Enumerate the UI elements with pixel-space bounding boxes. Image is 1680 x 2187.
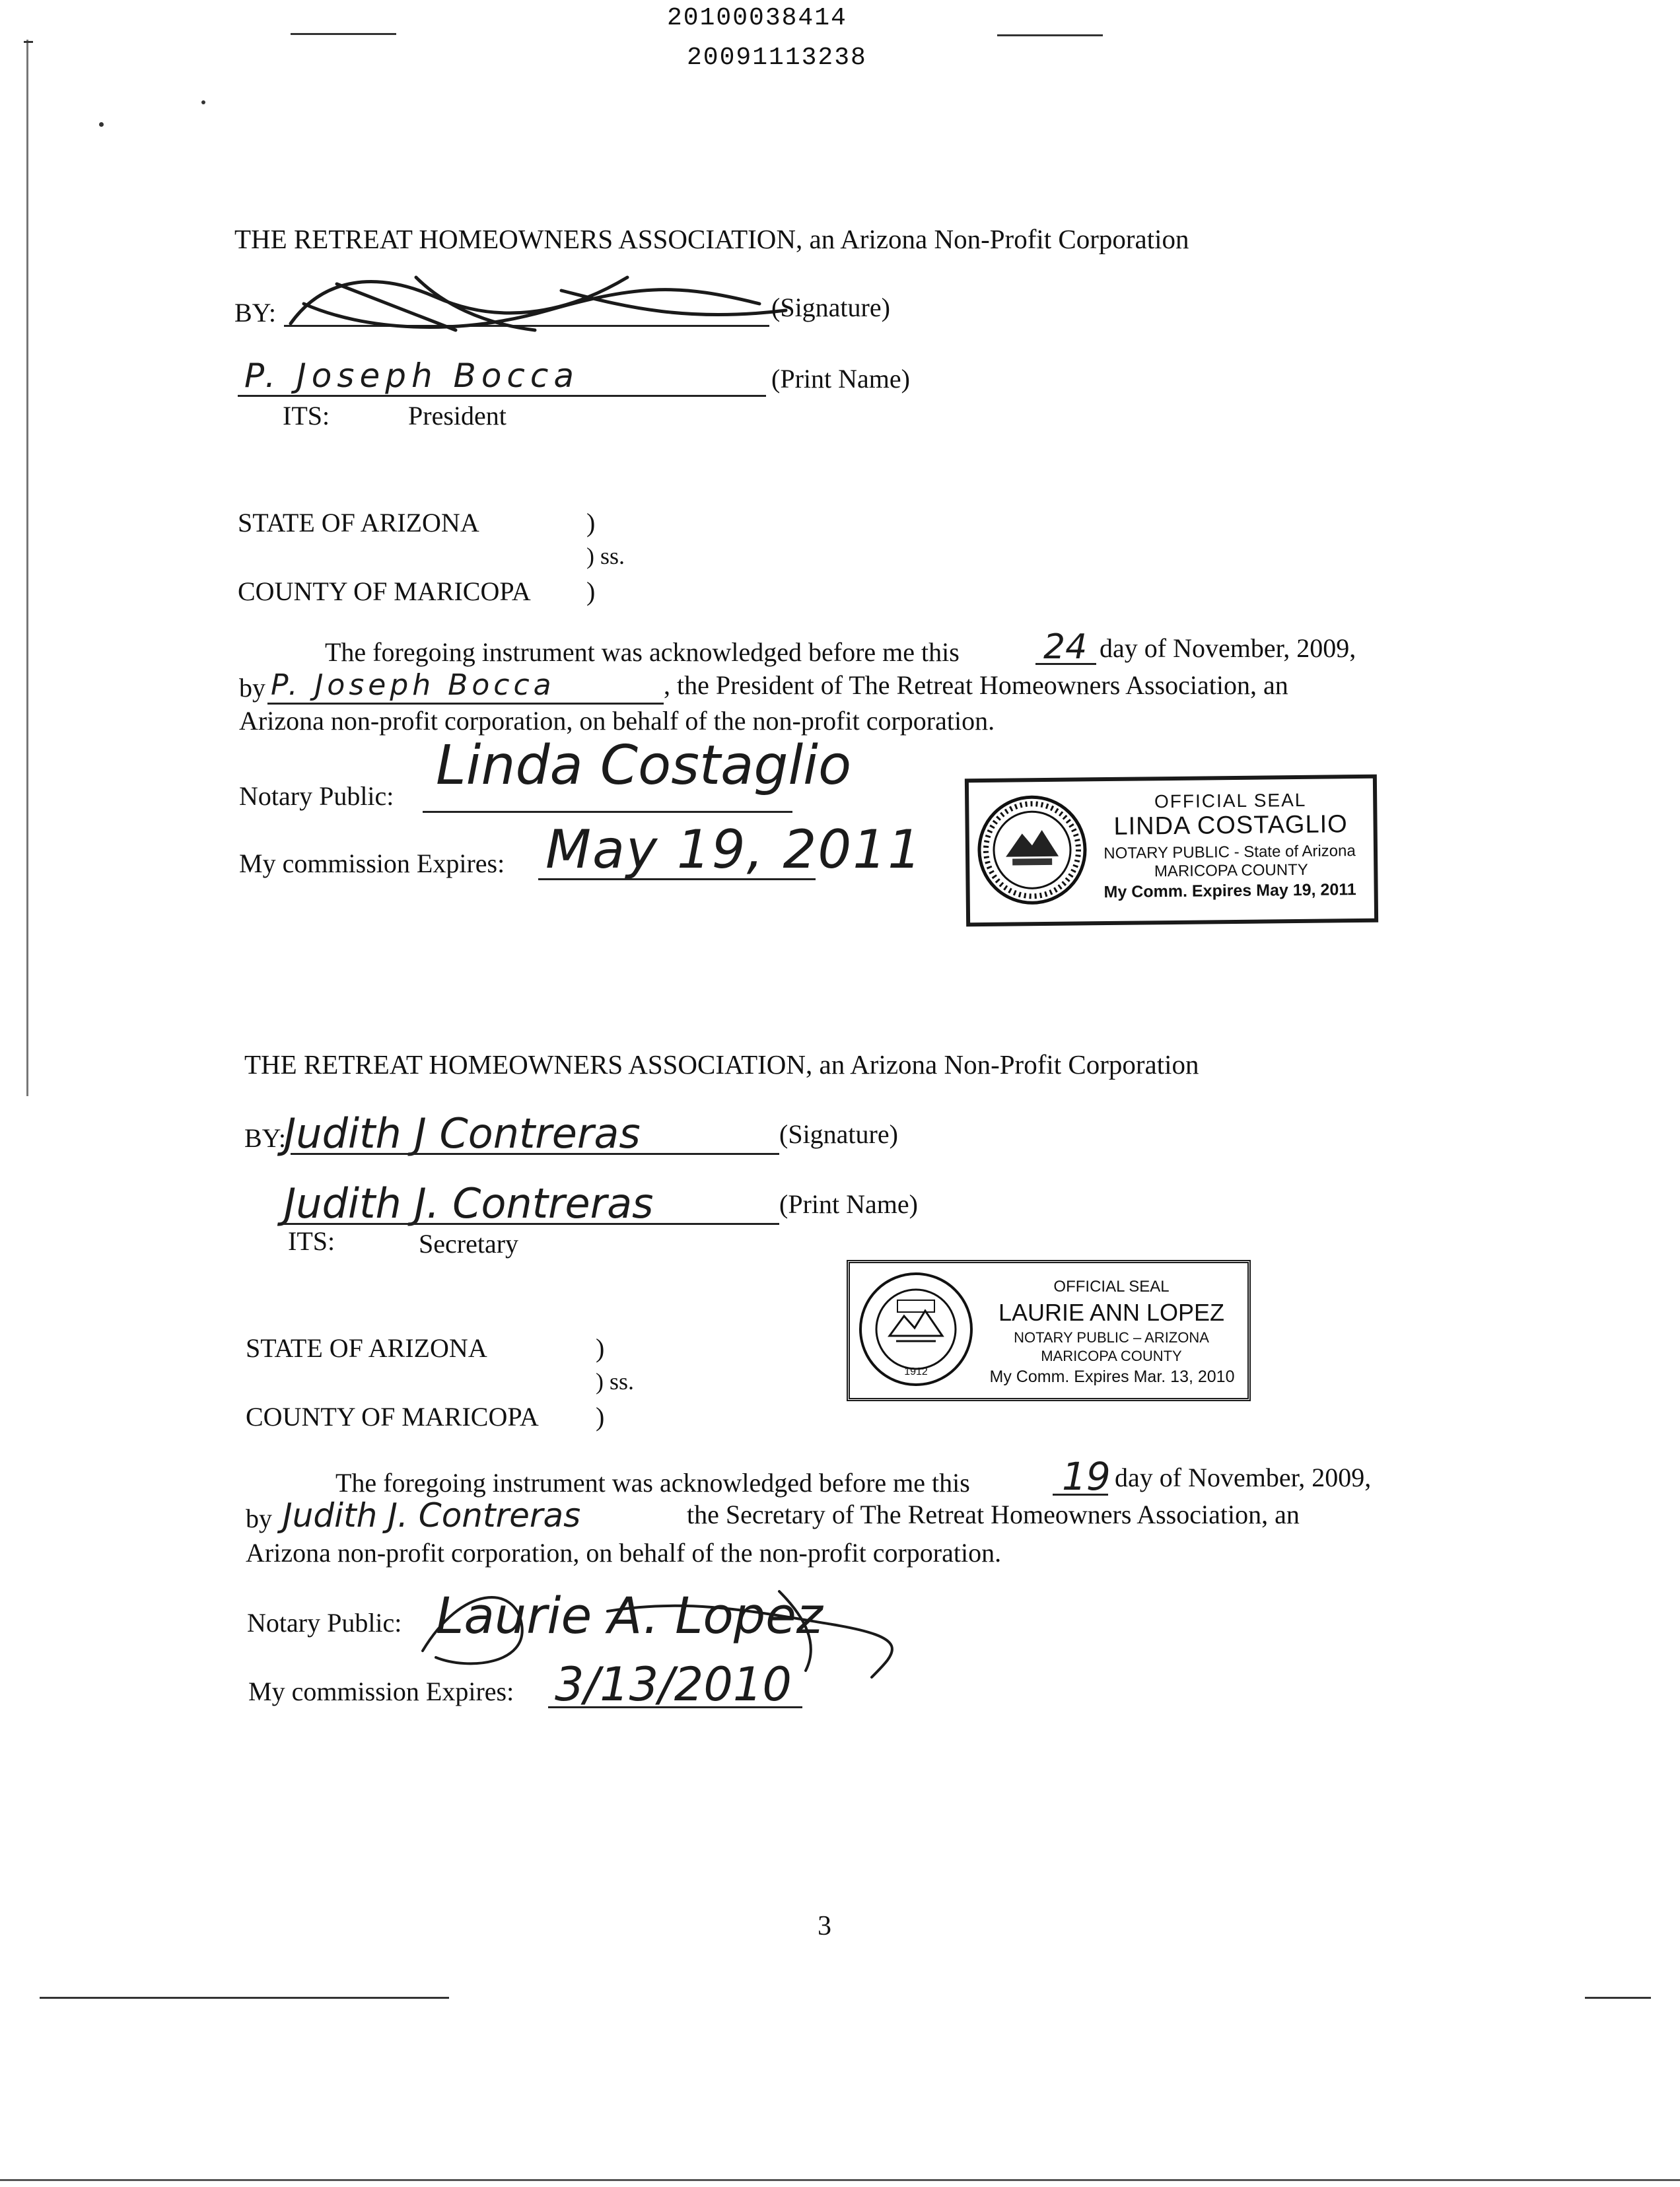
ack-day-handwritten: 24 [1043,627,1088,667]
seal-ring-year: 1912 [904,1366,928,1377]
print-name-handwritten: Judith J. Contreras [284,1179,654,1228]
signature-scribble [284,264,799,343]
its-value: Secretary [419,1229,519,1259]
seal-line: MARICOPA COUNTY [1041,1348,1182,1364]
scan-dot [201,100,205,104]
state-seal-emblem-icon [975,793,1089,907]
venue-paren: ) [596,1333,605,1363]
scan-dash [1585,1997,1651,1999]
seal-line: My Comm. Expires May 19, 2011 [1103,880,1356,902]
ack-by-prefix: by [239,673,265,703]
seal-name: LINDA COSTAGLIO [1113,810,1348,841]
commission-line [538,878,816,880]
commission-line [548,1706,802,1708]
scan-dash [291,33,396,35]
ack-day-line [1053,1494,1108,1496]
seal-line: My Comm. Expires Mar. 13, 2010 [989,1368,1235,1386]
notary-seal-stamp [847,1260,1251,1401]
ack-text: the Secretary of The Retreat Homeowners Association, an [687,1500,1300,1529]
notary-seal-stamp [965,775,1378,927]
notary-label: Notary Public: [247,1608,402,1638]
ack-day-handwritten: 19 [1062,1454,1111,1499]
venue-state: STATE OF ARIZONA [238,508,479,538]
venue-county: COUNTY OF MARICOPA [246,1402,539,1432]
commission-handwritten: 3/13/2010 [555,1657,792,1712]
seal-ring-text [982,1263,1241,1264]
seal-line: NOTARY PUBLIC - State of Arizona [1103,842,1356,863]
scan-dash [997,34,1103,36]
entity-line: THE RETREAT HOMEOWNERS ASSOCIATION, an Arizona Non-Profit Corporation [234,224,1189,254]
scan-dash [0,2179,1680,2181]
venue-paren: ) [586,508,596,538]
ack-text: day of November, 2009, [1100,633,1356,663]
ack-text: Arizona non-profit corporation, on behalf of the non-profit corporation. [246,1538,1002,1568]
ack-day-line [1035,663,1096,665]
signature-label: (Signature) [771,293,890,322]
venue-state: STATE OF ARIZONA [246,1333,487,1363]
scan-dash [40,1997,449,1999]
ack-text: , the President of The Retreat Homeowners Association, an [664,670,1288,700]
record-number: 20091113238 [687,44,867,72]
notary-signature: Laurie A. Lopez [436,1586,823,1645]
signature-handwritten: Judith J Contreras [284,1109,641,1158]
venue-paren: ) [596,1402,605,1432]
seal-name: LAURIE ANN LOPEZ [998,1299,1225,1326]
by-label: BY: [244,1123,287,1153]
scan-dot [99,122,104,127]
ack-name-line [267,703,664,705]
ack-text: The foregoing instrument was acknowledged before me this [325,637,960,667]
commission-label: My commission Expires: [248,1677,514,1706]
page-number: 3 [818,1911,831,1941]
notary-label: Notary Public: [239,781,394,811]
print-name-line [238,395,766,397]
ack-text: The foregoing instrument was acknowledged before me this [335,1468,970,1498]
ack-text: Arizona non-profit corporation, on behalf of the non-profit corporation. [239,706,995,736]
notary-signature: Linda Costaglio [436,734,852,797]
seal-line: MARICOPA COUNTY [1154,860,1308,881]
commission-label: My commission Expires: [239,849,505,878]
commission-handwritten: May 19, 2011 [545,819,923,880]
signature-label: (Signature) [779,1119,898,1149]
scan-edge-mark [26,40,28,1096]
print-name-label: (Print Name) [779,1189,918,1219]
ack-text: day of November, 2009, [1115,1463,1372,1492]
notary-line [423,811,792,813]
ack-by-prefix: by [246,1504,272,1533]
ack-name-handwritten: P. Joseph Bocca [271,668,555,702]
signature-line [291,1153,779,1155]
print-name-line [284,1223,779,1225]
its-label: ITS: [288,1226,335,1256]
venue-paren: ) [586,576,596,606]
venue-ss: ) ss. [596,1368,635,1395]
venue-ss: ) ss. [586,543,625,569]
print-name-label: (Print Name) [771,364,910,394]
entity-line: THE RETREAT HOMEOWNERS ASSOCIATION, an Arizona Non-Profit Corporation [244,1049,1199,1080]
ack-name-handwritten: Judith J. Contreras [283,1496,581,1535]
venue-county: COUNTY OF MARICOPA [238,576,531,606]
seal-title: OFFICIAL SEAL [1053,1278,1170,1296]
print-name-handwritten: P. Joseph Bocca [244,357,580,395]
record-number: 20100038414 [667,4,847,32]
seal-line: NOTARY PUBLIC – ARIZONA [1014,1329,1209,1346]
its-value: President [408,401,507,431]
its-label: ITS: [283,401,330,431]
scan-edge-mark [24,41,33,43]
seal-title: OFFICIAL SEAL [1154,789,1307,812]
by-label: BY: [234,298,277,328]
